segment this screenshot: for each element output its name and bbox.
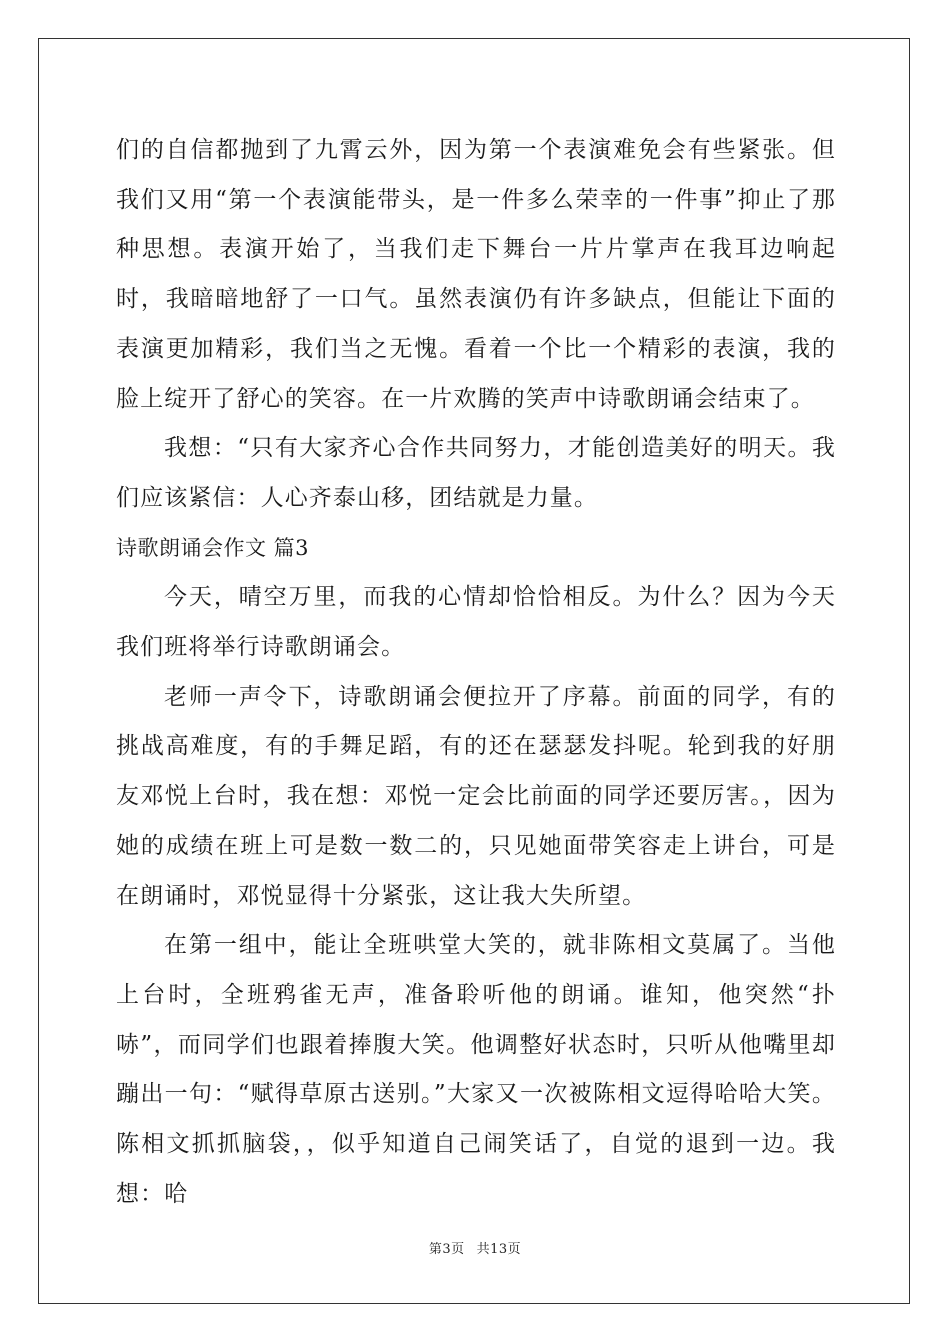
paragraph-chen-xiangwen: 在第一组中，能让全班哄堂大笑的，就非陈相文莫属了。当他上台时，全班鸦雀无声，准备聆听他的朗诵。谁知，他突然“扑哧”，而同学们也跟着捧腹大笑。他调整好状态时，只听从他嘴里却蹦出一句：“赋得草原古送别。”大家又一次被陈相文逗得哈哈大笑。陈相文抓抓脑袋，，似乎知道自己闹笑话了，自觉的退到一边。我想：哈 xyxy=(116,932,836,1207)
paragraph-continued: 们的自信都抛到了九霄云外，因为第一个表演难免会有些紧张。但我们又用“第一个表演能带头，是一件多么荣幸的一件事”抑止了那种思想。表演开始了，当我们走下舞台一片片掌声在我耳边响起时，我暗暗地舒了一口气。虽然表演仍有许多缺点，但能让下面的表演更加精彩，我们当之无愧。看着一个比一个精彩的表演，我的脸上绽开了舒心的笑容。在一片欢腾的笑声中诗歌朗诵会结束了。 xyxy=(116,137,836,412)
section-heading: 诗歌朗诵会作文 篇3 xyxy=(116,535,310,560)
page-footer xyxy=(0,1238,950,1257)
paragraph-deng-yue: 老师一声令下，诗歌朗诵会便拉开了序幕。前面的同学，有的挑战高难度，有的手舞足蹈，有的还在瑟瑟发抖呢。轮到我的好朋友邓悦上台时，我在想：邓悦一定会比前面的同学还要厉害。，因为她的成绩在班上可是数一数二的，只见她面带笑容走上讲台，可是在朗诵时，邓悦显得十分紧张，这让我大失所望。 xyxy=(116,683,836,909)
paragraph-intro: 今天，晴空万里，而我的心情却恰恰相反。为什么？因为今天我们班将举行诗歌朗诵会。 xyxy=(116,584,836,661)
page-number: 第3页 xyxy=(428,1242,465,1257)
document-body xyxy=(116,126,836,1219)
paragraph-conclusion: 我想：“只有大家齐心合作共同努力，才能创造美好的明天。我们应该紧信：人心齐泰山移，团结就是力量。 xyxy=(116,435,836,511)
page-total: 共13页 xyxy=(476,1242,522,1257)
